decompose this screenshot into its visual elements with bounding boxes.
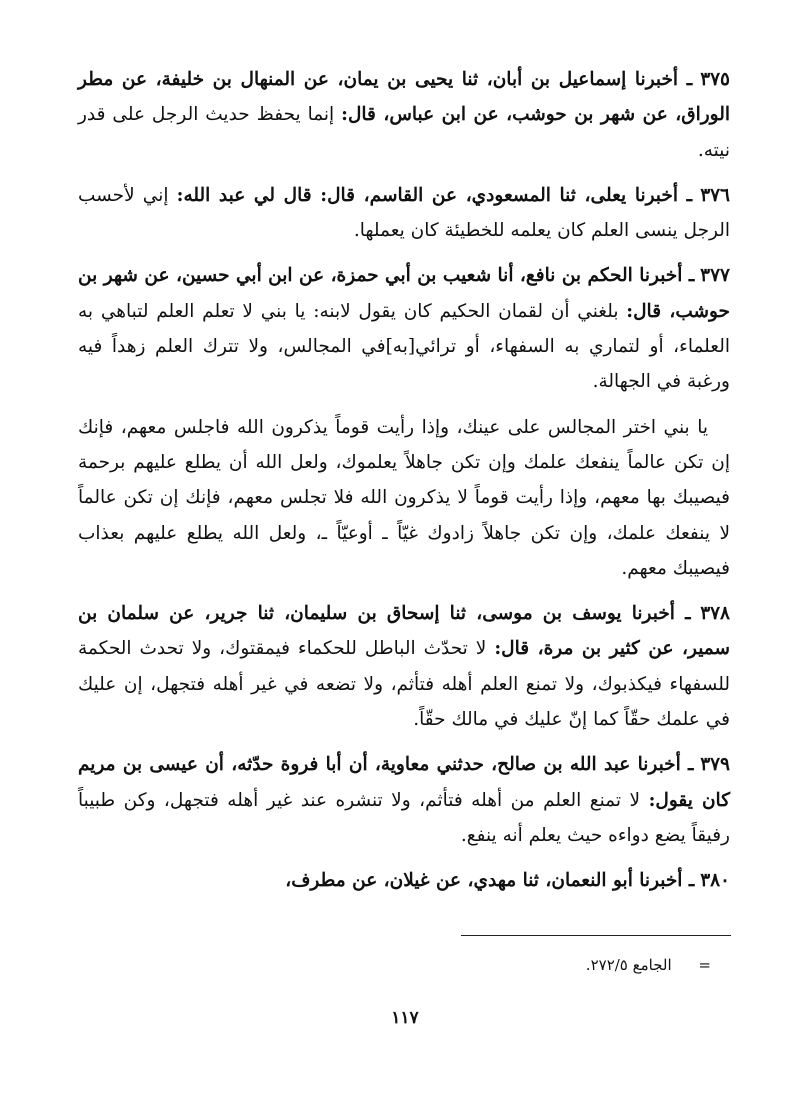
hadith-chain: ـ أخبرنا يعلى، ثنا المسعودي، عن القاسم، قال: قال لي عبد الله: (176, 184, 693, 206)
main-text (78, 62, 730, 909)
footnote-divider (461, 935, 731, 936)
hadith-380 (78, 863, 730, 898)
hadith-text: بلغني أن لقمان الحكيم كان يقول لابنه: يا بني لا تعلم العلم لتباهي به العلماء، أو لتماري به السفهاء، أو ترائي[به]في المجالس، ولا تترك العلم زهداً فيه ورغبة في الجهالة. (78, 300, 730, 393)
hadith-chain: ـ أخبرنا عبد الله بن صالح، حدثني معاوية، أن أبا فروة حدّثه، أن عيسى بن مريم كان يقول: (78, 754, 731, 811)
hadith-text: لا تمنع العلم من أهله فتأثم، ولا تنشره عند غير أهله فتجهل، وكن طبيباً رفيقاً يضع دواءه حيث يعلم أنه ينفع. (78, 789, 730, 846)
hadith-chain: ـ أخبرنا الحكم بن نافع، أنا شعيب بن أبي حمزة، عن ابن أبي حسين، عن شهر بن حوشب، قال: (78, 265, 730, 322)
hadith-number: ٣٧٨ (700, 603, 730, 625)
hadith-375 (78, 62, 730, 168)
hadith-text: إني لأحسب الرجل ينسى العلم كان يعلمه للخطيئة كان يعملها. (78, 184, 730, 242)
hadith-chain: ـ أخبرنا يوسف بن موسى، ثنا إسحاق بن سليمان، ثنا جرير، عن سلمان بن سمير، عن كثير بن مرة، قال: (78, 603, 731, 660)
footnote (586, 953, 711, 977)
hadith-379 (78, 747, 730, 853)
hadith-number: ٣٧٧ (700, 265, 730, 287)
hadith-text: يا بني اختر المجالس على عينك، وإذا رأيت قوماً يذكرون الله فاجلس معهم، فإنك إن تكن عالماً ينفعك علمك وإن تكن جاهلاً يعلموك، ولعل الله أن يطلع عليهم برحمة فيصيبك بها معهم، وإذا رأيت قوماً لا يذكرون الله فلا تجلس معهم، فإنك إن تكن عالماً لا ينفعك علمك، وإن تكن جاهلاً زادوك غيّاً ـ أوعيّاً ـ، ولعل الله يطلع عليهم بعذاب فيصيبك معهم. (78, 416, 730, 579)
hadith-number: ٣٨٠ (700, 870, 730, 892)
footnote-mark: = (698, 956, 711, 974)
hadith-text: لا تحدّث الباطل للحكماء فيمقتوك، ولا تحدث الحكمة للسفهاء فيكذبوك، ولا تمنع العلم أهله فتأثم، ولا تضعه في غير أهله فتجهل، إن عليك في علمك حقّاً كما إنّ عليك في مالك حقّاً. (78, 638, 730, 731)
footnote-text: الجامع ٢٧٢/٥. (585, 956, 672, 974)
hadith-376 (78, 178, 730, 249)
page-number: ١١٧ (391, 1008, 419, 1028)
hadith-number: ٣٧٦ (700, 184, 730, 206)
hadith-chain: ـ أخبرنا أبو النعمان، ثنا مهدي، عن غيلان، عن مطرف، (285, 870, 695, 892)
hadith-chain: ـ أخبرنا إسماعيل بن أبان، ثنا يحيى بن يمان، عن المنهال بن خليفة، عن مطر الوراق، عن شهر بن حوشب، عن ابن عباس، قال: (78, 69, 730, 126)
hadith-text: إنما يحفظ حديث الرجل على قدر نيته. (78, 104, 730, 161)
hadith-378 (78, 596, 730, 737)
hadith-377 (78, 258, 730, 399)
hadith-377-continuation (78, 410, 730, 586)
hadith-number: ٣٧٥ (700, 69, 730, 90)
hadith-number: ٣٧٩ (700, 754, 730, 776)
